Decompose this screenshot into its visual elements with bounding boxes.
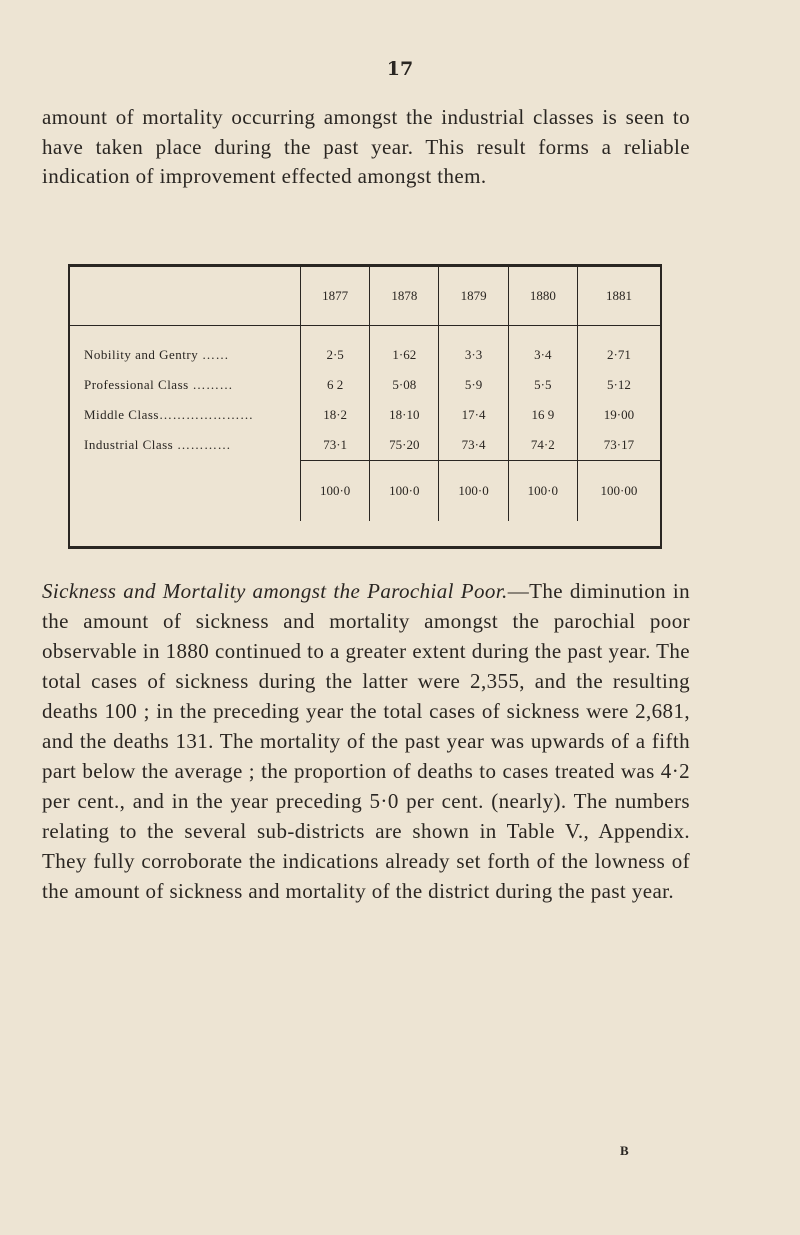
section-paragraph <box>42 576 690 906</box>
table-cell: 2·71 <box>577 326 660 371</box>
table-cell: 3·4 <box>508 326 577 371</box>
table-cell: 5·9 <box>439 370 508 400</box>
table-cell: 5·5 <box>508 370 577 400</box>
year-header: 1879 <box>439 267 508 326</box>
page-number: 17 <box>386 58 414 80</box>
row-label: Professional Class ……… <box>84 377 233 392</box>
table-header-blank <box>70 267 301 326</box>
year-header: 1881 <box>577 267 660 326</box>
table-row <box>70 370 660 400</box>
table-cell: 73·4 <box>439 430 508 461</box>
table-row <box>70 326 660 371</box>
totals-row <box>70 461 660 522</box>
mortality-table-grid <box>70 267 660 521</box>
table-cell: 73·17 <box>577 430 660 461</box>
table-row <box>70 400 660 430</box>
table-cell: 19·00 <box>577 400 660 430</box>
section-body: —The diminution in the amount of sickness and mortality amongst the parochial poor observable in 1880 continued to a greater extent during the past year. The total cases of sickness during the latter were 2,355, and the resulting deaths 100 ; in the preceding year the total cases of sickness were 2,681, and the deaths 131. The mortality of the past year was upwards of a fifth part below the average ; the proportion of deaths to cases treated was 4·2 per cent., and in the year preceding 5·0 per cent. (nearly). The numbers relating to the several sub-districts are shown in Table V., Appendix. They fully corroborate the indications already set forth of the lowness of the amount of sickness and mortality of the district during the past year. <box>42 579 690 903</box>
row-label: Industrial Class ………… <box>84 437 231 453</box>
year-header: 1878 <box>370 267 439 326</box>
table-cell: 75·20 <box>370 430 439 461</box>
table-row <box>70 430 660 461</box>
table-cell: 18·2 <box>301 400 370 430</box>
total-cell: 100·0 <box>370 461 439 522</box>
section-heading: Sickness and Mortality amongst the Parochial Poor. <box>42 579 508 603</box>
total-cell: 100·0 <box>439 461 508 522</box>
table-cell: 1·62 <box>370 326 439 371</box>
table-header-row <box>70 267 660 326</box>
row-label: Middle Class………………… <box>84 407 254 422</box>
table-cell: 3·3 <box>439 326 508 371</box>
year-header: 1877 <box>301 267 370 326</box>
intro-paragraph: amount of mortality occurring amongst the industrial classes is seen to have taken place during the past year. This result forms a reliable indication of improvement effected amongst them. <box>42 105 690 188</box>
table-cell: 74·2 <box>508 430 577 461</box>
row-label: Nobility and Gentry …… <box>84 347 229 362</box>
totals-label-blank <box>70 461 301 522</box>
table-cell: 16 9 <box>508 400 577 430</box>
total-cell: 100·00 <box>577 461 660 522</box>
table-cell: 2·5 <box>301 326 370 371</box>
table-cell: 6 2 <box>301 370 370 400</box>
table-cell: 5·08 <box>370 370 439 400</box>
total-cell: 100·0 <box>508 461 577 522</box>
signature-mark: B <box>620 1143 629 1158</box>
mortality-table <box>68 264 662 549</box>
year-header: 1880 <box>508 267 577 326</box>
table-cell: 73·1 <box>301 430 370 461</box>
table-cell: 18·10 <box>370 400 439 430</box>
total-cell: 100·0 <box>301 461 370 522</box>
table-cell: 5·12 <box>577 370 660 400</box>
table-cell: 17·4 <box>439 400 508 430</box>
